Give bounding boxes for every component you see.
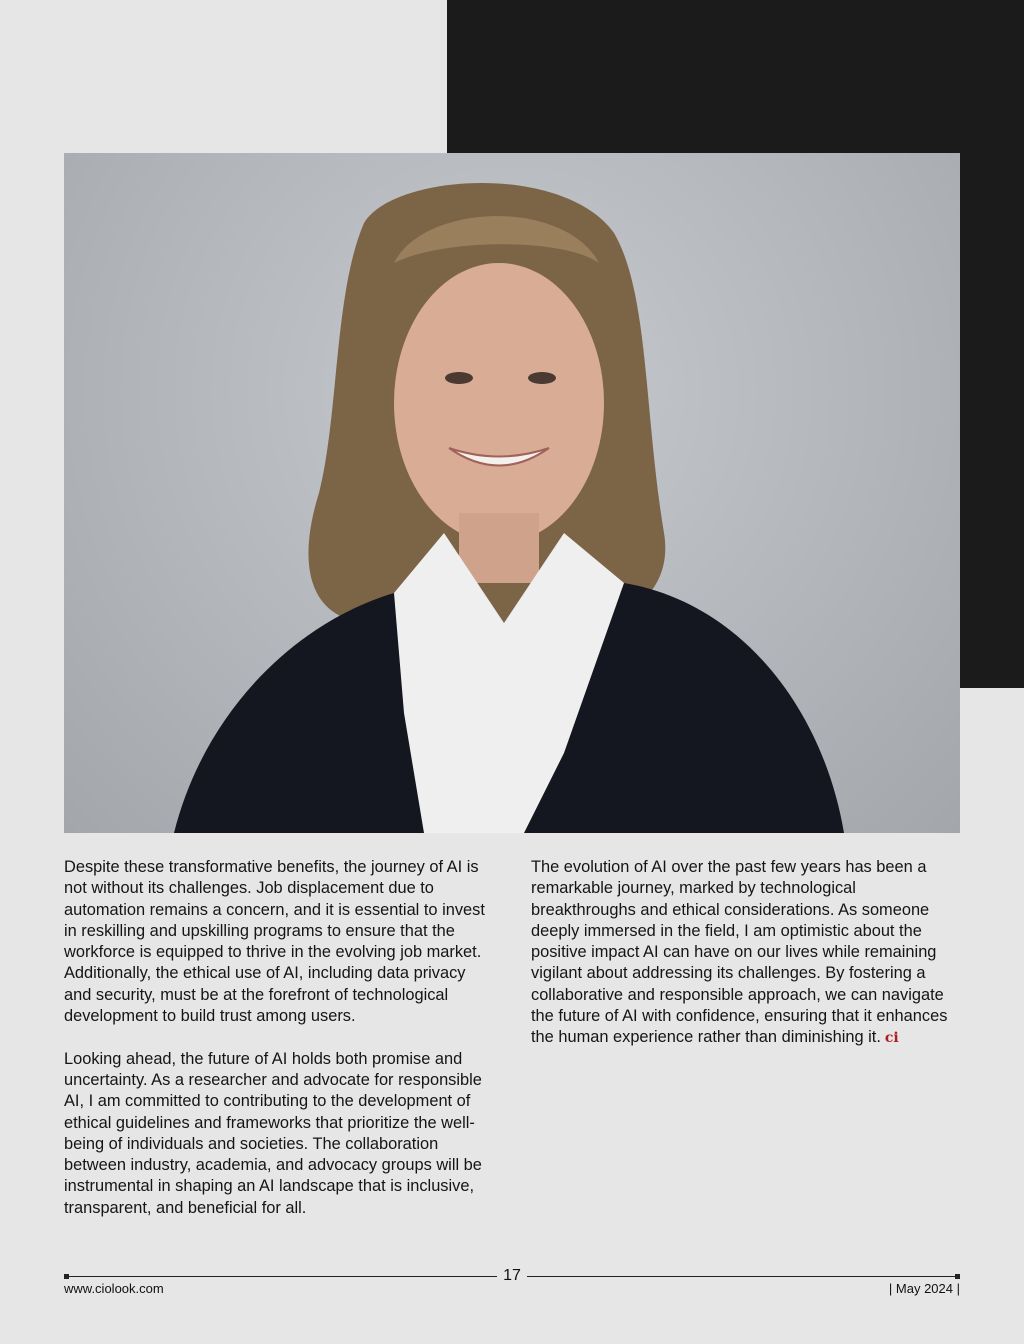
- footer-rule-dot-left: [64, 1274, 69, 1279]
- portrait-photo: [64, 153, 960, 833]
- paragraph: Despite these transformative benefits, the journey of AI is not without its challenges. Job displacement due to automation remains a concern, and it is essential to invest in reskilling and upskilling programs to ensure that the workforce is equipped to thrive in the evolving job market. Additionally, the ethical use of AI, including data privacy and security, must be at the forefront of technological development to build trust among users.: [64, 858, 485, 1026]
- article-column-left: [64, 857, 494, 1240]
- end-mark-logo-icon: ci: [884, 1030, 899, 1047]
- paragraph-text: The evolution of AI over the past few years has been a remarkable journey, marked by technological breakthroughs and ethical considerations. As someone deeply immersed in the field, I am optimistic about the positive impact AI can have on our lives while remaining vigilant about addressing its challenges. By fostering a collaborative and responsible approach, we can navigate the future of AI with confidence, ensuring that it enhances the human experience rather than diminishing it.: [531, 858, 948, 1047]
- footer-website-link[interactable]: www.ciolook.com: [64, 1281, 164, 1296]
- portrait-illustration: [64, 153, 960, 833]
- footer-rule-dot-right: [955, 1274, 960, 1279]
- footer-issue-date: | May 2024 |: [888, 1281, 960, 1296]
- paragraph: [531, 857, 961, 1050]
- page-number: 17: [497, 1267, 527, 1285]
- article-column-right: [531, 857, 961, 1071]
- paragraph: Looking ahead, the future of AI holds both promise and uncertainty. As a researcher and advocate for responsible AI, I am committed to contributing to the development of ethical guidelines and frameworks that prioritize the well-being of individuals and societies. The collaboration between industry, academia, and advocacy groups will be instrumental in shaping an AI landscape that is inclusive, transparent, and beneficial for all.: [64, 1049, 482, 1217]
